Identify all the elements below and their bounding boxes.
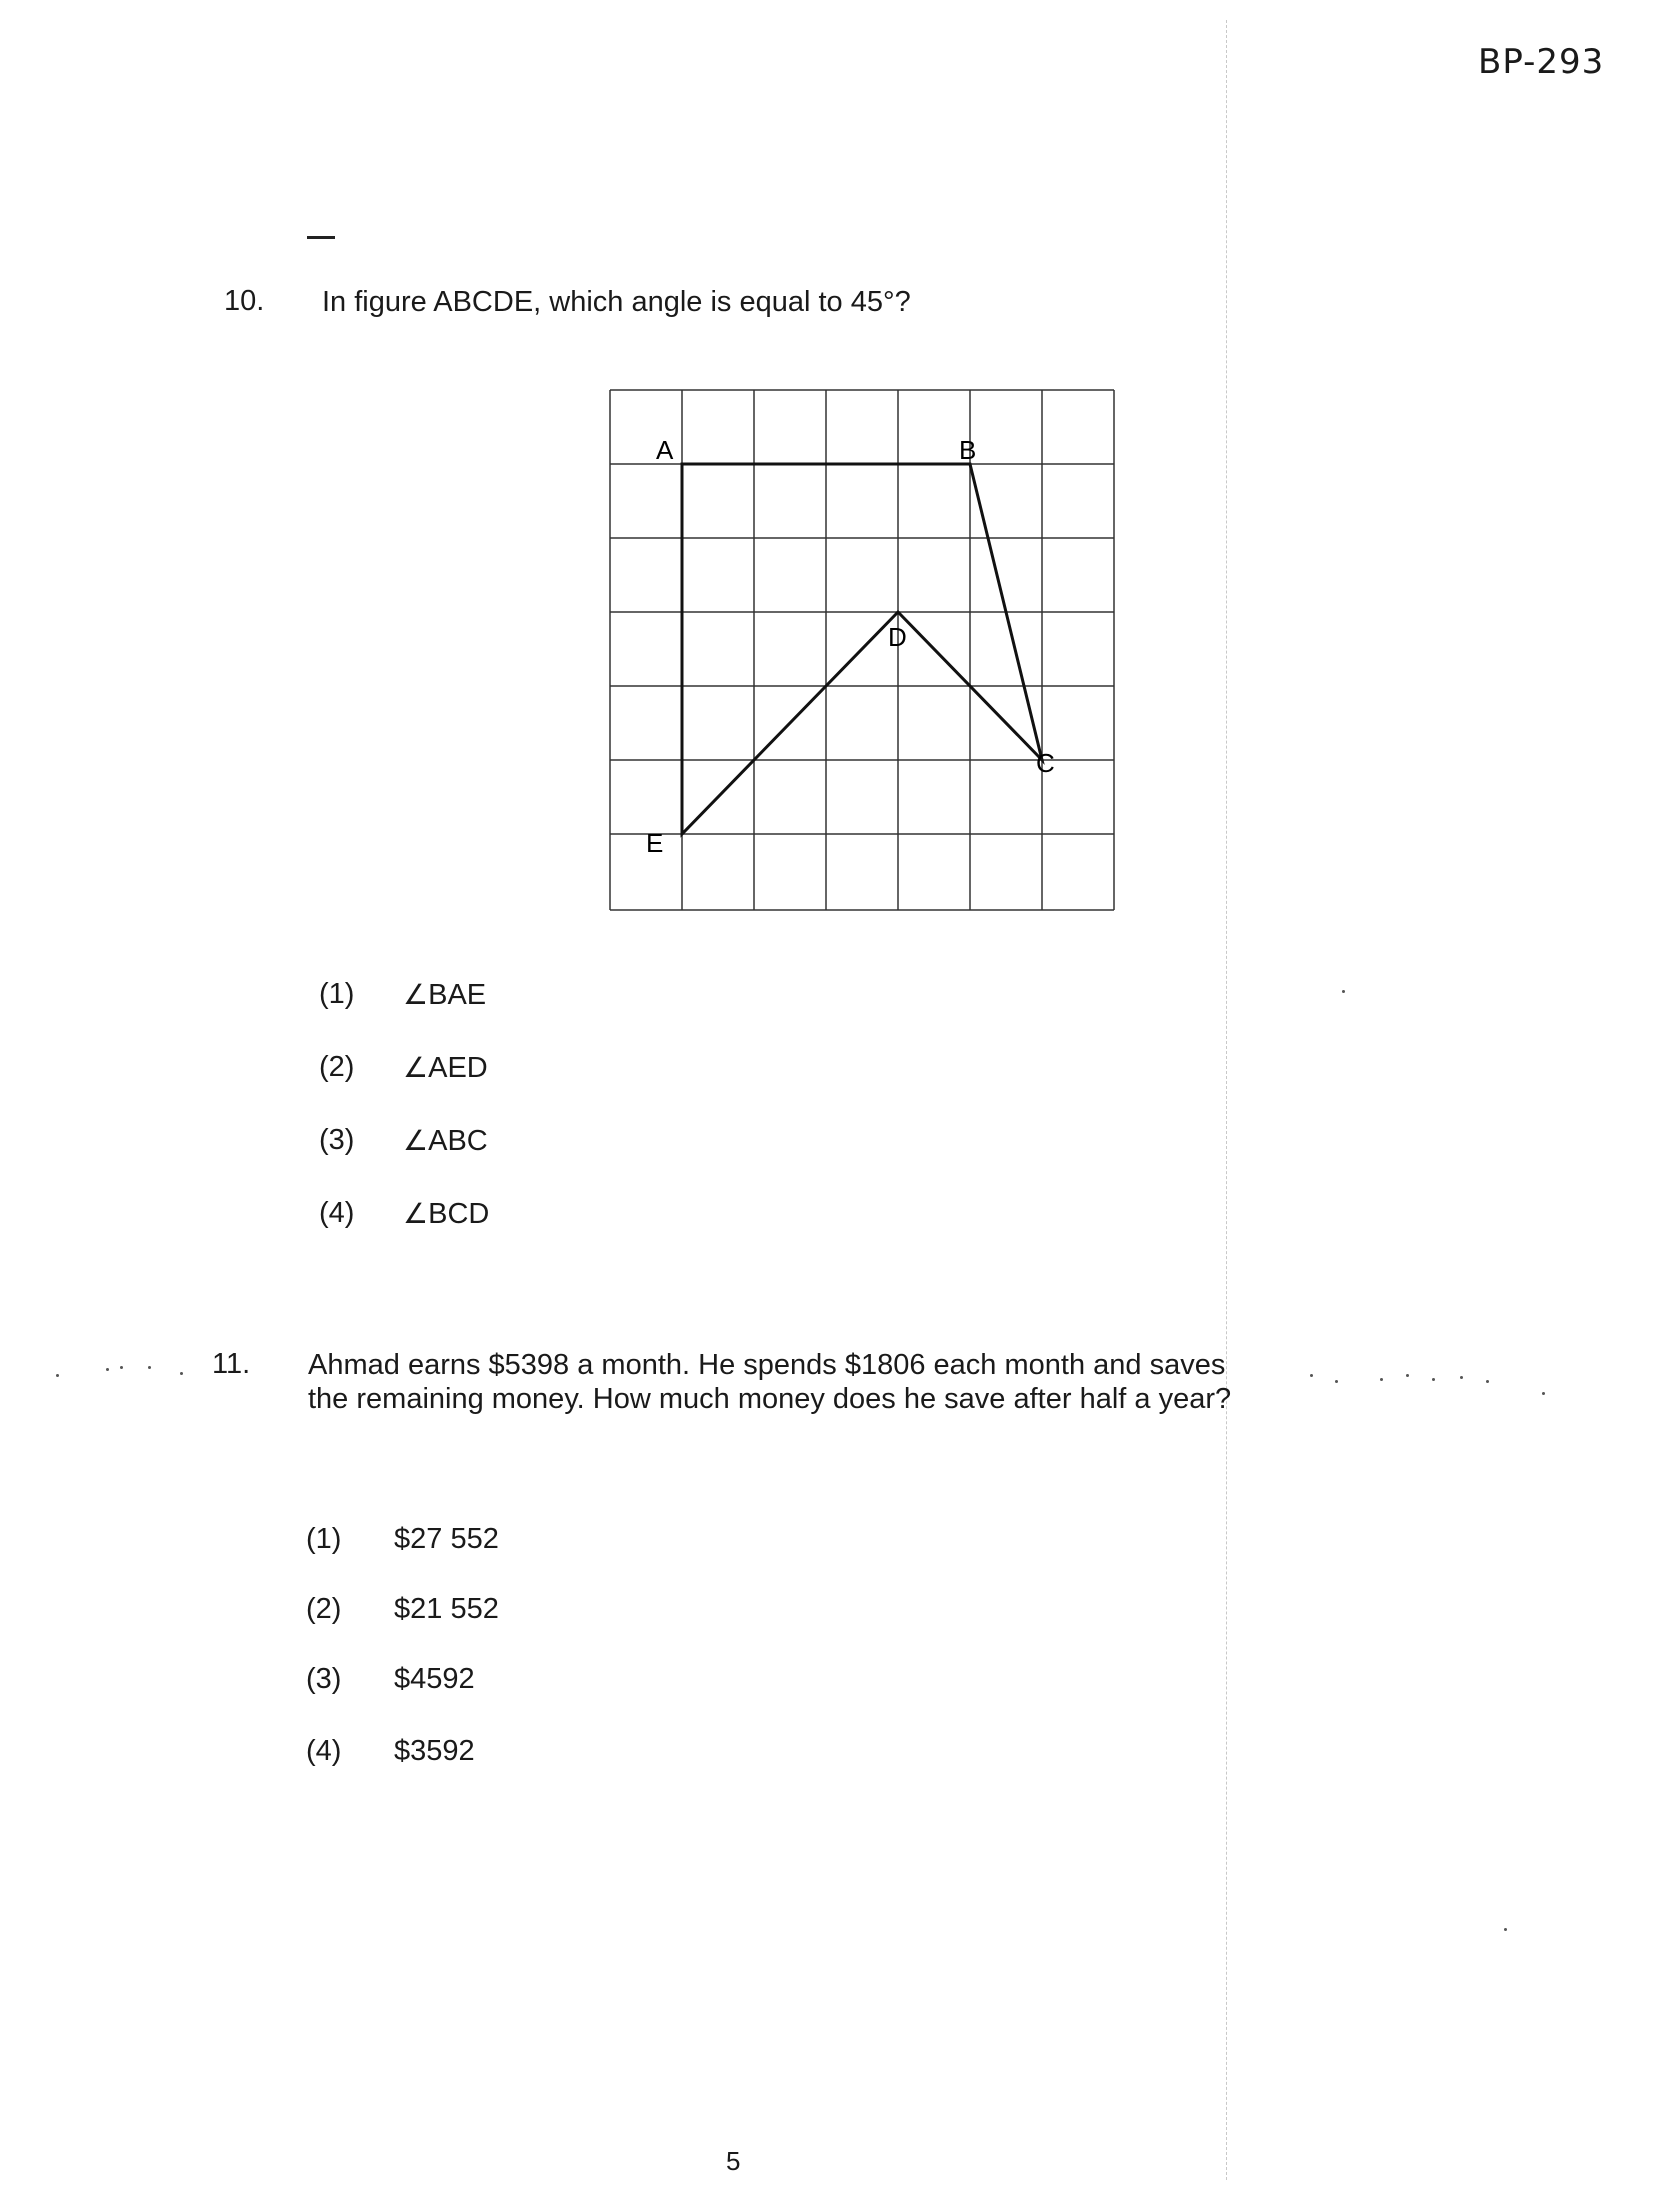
question-10-text: In figure ABCDE, which angle is equal to 45°? bbox=[322, 286, 911, 318]
question-11-text: Ahmad earns $5398 a month. He spends $1806 each month and saves the remaining money. How much money does he save after half a year? bbox=[308, 1349, 1232, 1415]
vertex-label-c: C bbox=[1036, 748, 1055, 778]
vertex-label-b: B bbox=[959, 435, 977, 465]
angle-icon: ∠ bbox=[403, 1051, 429, 1084]
option-number: (1) bbox=[319, 978, 355, 1010]
angle-icon: ∠ bbox=[403, 978, 429, 1011]
q11-option-4 bbox=[306, 1735, 606, 1775]
option-number: (2) bbox=[319, 1051, 355, 1083]
question-10-number: 10. bbox=[224, 285, 265, 317]
option-value: $27 552 bbox=[394, 1523, 499, 1555]
option-number: (3) bbox=[319, 1124, 355, 1156]
question-11-number: 11. bbox=[212, 1348, 251, 1380]
option-number: (3) bbox=[306, 1663, 342, 1695]
angle-icon: ∠ bbox=[403, 1124, 429, 1157]
vertex-label-d: D bbox=[888, 622, 907, 652]
option-number: (1) bbox=[306, 1523, 342, 1555]
option-value: BAE bbox=[428, 979, 487, 1011]
option-number: (4) bbox=[319, 1197, 355, 1229]
q11-option-3 bbox=[306, 1663, 606, 1703]
option-value: $3592 bbox=[394, 1735, 475, 1767]
option-value: BCD bbox=[428, 1198, 490, 1230]
option-number: (2) bbox=[306, 1593, 342, 1625]
q11-option-2 bbox=[306, 1593, 606, 1633]
page-code: BP-293 bbox=[1478, 42, 1605, 82]
q11-option-1 bbox=[306, 1523, 606, 1563]
option-value: ABC bbox=[428, 1125, 488, 1157]
angle-icon: ∠ bbox=[403, 1197, 429, 1230]
vertex-label-e: E bbox=[646, 828, 664, 858]
option-value: AED bbox=[428, 1052, 488, 1084]
option-number: (4) bbox=[306, 1735, 342, 1767]
option-value: $21 552 bbox=[394, 1593, 499, 1625]
option-value: $4592 bbox=[394, 1663, 475, 1695]
page-number: 5 bbox=[726, 2146, 741, 2176]
vertex-label-a: A bbox=[656, 435, 674, 465]
